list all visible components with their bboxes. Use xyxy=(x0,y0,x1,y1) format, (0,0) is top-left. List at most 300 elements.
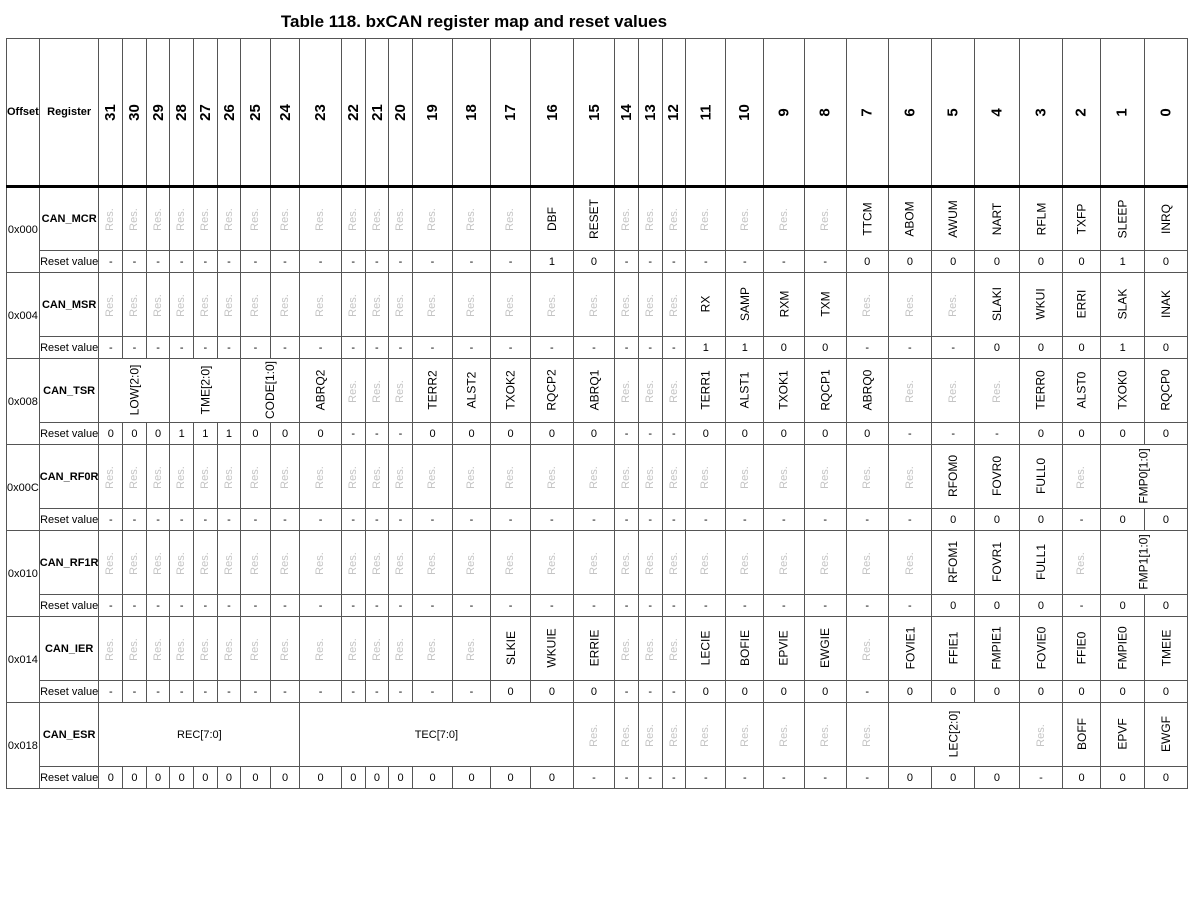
reserved-label: Res. xyxy=(643,293,656,317)
field-cell xyxy=(1063,359,1101,423)
reserved-label: Res. xyxy=(127,208,140,231)
bit-header-25 xyxy=(241,39,271,187)
reset-value-cell: - xyxy=(389,681,413,703)
reserved-bit-cell xyxy=(638,617,662,681)
reset-value-cell: - xyxy=(123,681,147,703)
reserved-label: Res. xyxy=(587,551,600,575)
field-label: AWUM xyxy=(946,199,961,238)
reserved-bit-cell xyxy=(932,273,975,337)
field-label: FMP0[1:0] xyxy=(1136,448,1151,504)
reset-value-cell: - xyxy=(453,509,491,531)
reset-value-cell: 0 xyxy=(1063,251,1101,273)
reset-value-cell: 0 xyxy=(764,337,804,359)
reset-value-cell: - xyxy=(99,509,123,531)
reset-value-cell: - xyxy=(764,595,804,617)
reset-value-cell: 0 xyxy=(1145,337,1187,359)
reset-value-cell: 1 xyxy=(531,251,573,273)
reserved-bit-cell xyxy=(412,531,452,595)
reserved-label: Res. xyxy=(667,293,680,317)
reset-value-cell: 0 xyxy=(1063,337,1101,359)
field-label: LEC[2:0] xyxy=(946,710,961,758)
reset-value-cell: 0 xyxy=(531,767,573,789)
field-label: RFOM1 xyxy=(946,541,961,583)
register-map-table xyxy=(6,38,1188,789)
field-cell xyxy=(1063,703,1101,767)
field-label: BOFF xyxy=(1074,718,1089,750)
reset-value-cell: 0 xyxy=(1063,767,1101,789)
reset-value-cell: 0 xyxy=(490,681,530,703)
reset-value-cell: 0 xyxy=(146,767,170,789)
reserved-bit-cell xyxy=(638,531,662,595)
reset-value-cell: 0 xyxy=(365,767,389,789)
field-cell xyxy=(932,445,975,509)
reset-value-cell: 1 xyxy=(1100,251,1144,273)
reset-value-label: Reset value xyxy=(39,337,99,359)
field-cell xyxy=(975,187,1019,251)
field-label: SLAKI xyxy=(989,286,1004,322)
field-label: RX xyxy=(698,295,713,313)
reserved-bit-cell xyxy=(662,273,686,337)
reset-value-cell: - xyxy=(932,423,975,445)
reserved-bit-cell xyxy=(241,531,271,595)
reserved-bit-cell xyxy=(123,445,147,509)
reset-value-label: Reset value xyxy=(39,423,99,445)
bit-number-label: 10 xyxy=(736,103,754,121)
field-label: REC[7:0] xyxy=(177,728,222,741)
reserved-label: Res. xyxy=(175,293,188,317)
bit-header-31 xyxy=(99,39,123,187)
reserved-bit-cell xyxy=(662,703,686,767)
reserved-bit-cell xyxy=(686,187,726,251)
reset-value-cell: - xyxy=(1019,767,1063,789)
reset-value-cell: 0 xyxy=(804,337,846,359)
reserved-label: Res. xyxy=(903,293,916,317)
reserved-bit-cell xyxy=(638,273,662,337)
reset-value-cell: - xyxy=(726,595,764,617)
reserved-label: Res. xyxy=(1034,723,1047,747)
field-label: INAK xyxy=(1158,289,1173,319)
reset-value-cell: - xyxy=(573,767,615,789)
reserved-bit-cell xyxy=(123,531,147,595)
reserved-label: Res. xyxy=(426,293,438,317)
bit-number-label: 0 xyxy=(1157,107,1175,117)
reserved-bit-cell xyxy=(170,445,194,509)
register-row-can-rf0r xyxy=(7,445,1188,509)
reset-value-row xyxy=(7,595,1188,617)
field-cell xyxy=(686,359,726,423)
reserved-label: Res. xyxy=(127,465,140,489)
field-cell xyxy=(241,359,300,423)
reset-value-cell: - xyxy=(241,251,271,273)
reset-value-cell: - xyxy=(270,509,300,531)
bit-number-label: 2 xyxy=(1073,107,1091,117)
reserved-bit-cell xyxy=(389,617,413,681)
reserved-label: Res. xyxy=(699,465,712,489)
reserved-label: Res. xyxy=(278,637,291,661)
reserved-label: Res. xyxy=(370,293,383,317)
bit-header-9 xyxy=(764,39,804,187)
reserved-label: Res. xyxy=(990,379,1003,403)
reset-value-cell: - xyxy=(365,595,389,617)
bit-header-30 xyxy=(123,39,147,187)
reserved-bit-cell xyxy=(531,531,573,595)
bit-number-label: 18 xyxy=(463,103,481,121)
reserved-label: Res. xyxy=(1075,551,1088,575)
reserved-bit-cell xyxy=(146,187,170,251)
field-label: TEC[7:0] xyxy=(414,728,459,741)
reserved-label: Res. xyxy=(643,551,656,575)
field-cell xyxy=(1145,359,1187,423)
reserved-label: Res. xyxy=(222,465,235,489)
reset-value-cell: - xyxy=(638,337,662,359)
field-cell xyxy=(573,617,615,681)
register-offset: 0x010 xyxy=(7,531,40,617)
reserved-label: Res. xyxy=(198,637,211,661)
reset-value-cell: - xyxy=(99,251,123,273)
reserved-label: Res. xyxy=(370,379,383,403)
reserved-label: Res. xyxy=(426,637,438,661)
field-cell xyxy=(1019,273,1063,337)
reserved-bit-cell xyxy=(412,273,452,337)
field-label: FULL0 xyxy=(1033,457,1048,495)
reserved-bit-cell xyxy=(804,187,846,251)
reset-value-cell: - xyxy=(389,595,413,617)
reset-value-cell: - xyxy=(573,337,615,359)
reset-value-cell: - xyxy=(686,509,726,531)
reserved-bit-cell xyxy=(804,531,846,595)
reserved-label: Res. xyxy=(248,637,261,661)
field-cell xyxy=(99,359,170,423)
reserved-label: Res. xyxy=(587,723,600,747)
reserved-label: Res. xyxy=(620,293,633,317)
reserved-label: Res. xyxy=(248,293,261,317)
reserved-label: Res. xyxy=(151,208,164,231)
reserved-bit-cell xyxy=(846,617,888,681)
register-header: Register xyxy=(39,39,99,187)
field-cell xyxy=(1063,187,1101,251)
reset-value-cell: 0 xyxy=(1019,251,1063,273)
reserved-label: Res. xyxy=(370,551,383,575)
reset-value-cell: - xyxy=(389,509,413,531)
field-label: TERR2 xyxy=(425,370,440,410)
reserved-label: Res. xyxy=(394,637,407,661)
field-label: SAMP xyxy=(737,286,752,322)
reserved-label: Res. xyxy=(394,208,407,231)
field-label: ALST2 xyxy=(464,371,479,409)
reset-value-cell: 0 xyxy=(1145,595,1187,617)
reserved-bit-cell xyxy=(389,531,413,595)
reset-value-cell: - xyxy=(615,681,639,703)
reset-value-cell: - xyxy=(300,337,342,359)
reset-value-cell: 1 xyxy=(170,423,194,445)
reserved-bit-cell xyxy=(193,617,217,681)
reset-value-cell: - xyxy=(804,509,846,531)
reset-value-cell: 0 xyxy=(531,681,573,703)
reserved-label: Res. xyxy=(860,293,873,317)
bit-number-label: 6 xyxy=(901,107,919,117)
field-label: LOW[2:0] xyxy=(127,364,142,416)
field-cell xyxy=(300,703,573,767)
reset-value-cell: - xyxy=(531,509,573,531)
reserved-bit-cell xyxy=(686,703,726,767)
field-cell xyxy=(804,359,846,423)
reset-value-cell: 0 xyxy=(412,767,452,789)
reserved-label: Res. xyxy=(545,293,558,317)
field-cell xyxy=(932,531,975,595)
reserved-label: Res. xyxy=(465,293,478,317)
reserved-label: Res. xyxy=(175,637,188,661)
reset-value-cell: - xyxy=(99,337,123,359)
reserved-label: Res. xyxy=(620,379,633,403)
field-cell xyxy=(846,187,888,251)
reserved-label: Res. xyxy=(818,465,831,489)
reset-value-cell: - xyxy=(412,595,452,617)
field-cell xyxy=(888,703,1019,767)
reserved-bit-cell xyxy=(764,187,804,251)
field-label: TME[2:0] xyxy=(198,365,213,415)
reserved-bit-cell xyxy=(490,531,530,595)
field-cell xyxy=(686,617,726,681)
reset-value-cell: - xyxy=(453,251,491,273)
reset-value-cell: - xyxy=(662,767,686,789)
reserved-bit-cell xyxy=(453,531,491,595)
reserved-label: Res. xyxy=(587,293,600,317)
reserved-bit-cell xyxy=(99,617,123,681)
reset-value-cell: - xyxy=(888,337,932,359)
reset-value-cell: - xyxy=(270,337,300,359)
reserved-label: Res. xyxy=(222,637,235,661)
reset-value-cell: - xyxy=(662,595,686,617)
reserved-label: Res. xyxy=(175,465,188,489)
reset-value-cell: 0 xyxy=(341,767,365,789)
field-cell xyxy=(490,617,530,681)
reset-value-cell: 0 xyxy=(975,337,1019,359)
bit-number-label: 14 xyxy=(618,103,636,121)
field-label: RFLM xyxy=(1033,202,1048,235)
field-label: CODE[1:0] xyxy=(263,360,278,420)
reserved-bit-cell xyxy=(217,617,241,681)
reset-value-cell: 0 xyxy=(389,767,413,789)
bit-number-label: 7 xyxy=(858,107,876,117)
register-row-can-tsr xyxy=(7,359,1188,423)
field-label: NART xyxy=(989,202,1004,235)
reserved-bit-cell xyxy=(365,359,389,423)
reset-value-cell: 0 xyxy=(1019,509,1063,531)
reserved-bit-cell xyxy=(99,187,123,251)
register-row-can-mcr xyxy=(7,187,1188,251)
field-cell xyxy=(764,273,804,337)
reserved-bit-cell xyxy=(638,359,662,423)
field-cell xyxy=(888,187,932,251)
reset-value-cell: - xyxy=(123,595,147,617)
reserved-bit-cell xyxy=(365,273,389,337)
field-cell xyxy=(888,617,932,681)
reserved-label: Res. xyxy=(903,465,916,489)
reserved-bit-cell xyxy=(726,187,764,251)
reset-value-cell: - xyxy=(662,681,686,703)
reserved-label: Res. xyxy=(104,465,117,489)
reset-value-cell: - xyxy=(170,337,194,359)
field-label: TMEIE xyxy=(1158,629,1173,667)
register-offset: 0x014 xyxy=(7,617,40,703)
register-row-can-msr xyxy=(7,273,1188,337)
reserved-label: Res. xyxy=(198,551,211,575)
reserved-label: Res. xyxy=(738,551,751,575)
reserved-bit-cell xyxy=(341,617,365,681)
field-cell xyxy=(1100,531,1187,595)
reset-value-cell: - xyxy=(170,595,194,617)
reserved-label: Res. xyxy=(504,293,517,317)
reset-value-cell: - xyxy=(615,595,639,617)
reserved-label: Res. xyxy=(104,293,117,317)
reset-value-cell: 0 xyxy=(300,767,342,789)
reset-value-cell: 0 xyxy=(975,251,1019,273)
reserved-label: Res. xyxy=(198,208,211,231)
reserved-bit-cell xyxy=(300,617,342,681)
reserved-bit-cell xyxy=(241,445,271,509)
reset-value-cell: - xyxy=(365,423,389,445)
reset-value-cell: - xyxy=(270,681,300,703)
reserved-label: Res. xyxy=(504,465,517,489)
bit-header-28 xyxy=(170,39,194,187)
reserved-label: Res. xyxy=(104,637,117,661)
reserved-label: Res. xyxy=(394,465,407,489)
reserved-bit-cell xyxy=(389,187,413,251)
reset-value-cell: - xyxy=(804,251,846,273)
reserved-label: Res. xyxy=(198,465,211,489)
reset-value-label: Reset value xyxy=(39,595,99,617)
reserved-bit-cell xyxy=(170,617,194,681)
field-label: SLKIE xyxy=(503,630,518,666)
reserved-bit-cell xyxy=(1063,531,1101,595)
reserved-label: Res. xyxy=(370,637,383,661)
field-cell xyxy=(1145,617,1187,681)
bit-header-19 xyxy=(412,39,452,187)
reserved-label: Res. xyxy=(545,551,558,575)
field-label: EPVIE xyxy=(776,630,791,666)
field-label: RFOM0 xyxy=(946,455,961,497)
reset-value-cell: - xyxy=(726,251,764,273)
reset-value-cell: - xyxy=(490,337,530,359)
reserved-label: Res. xyxy=(314,637,327,661)
reserved-label: Res. xyxy=(248,465,261,489)
reserved-bit-cell xyxy=(726,445,764,509)
field-cell xyxy=(1019,187,1063,251)
reset-value-cell: - xyxy=(341,595,365,617)
reset-value-cell: - xyxy=(615,337,639,359)
reserved-bit-cell xyxy=(573,703,615,767)
reserved-label: Res. xyxy=(643,208,656,231)
reset-value-cell: - xyxy=(217,337,241,359)
bit-header-10 xyxy=(726,39,764,187)
reserved-bit-cell xyxy=(365,187,389,251)
register-name: CAN_ESR xyxy=(39,703,99,767)
reserved-label: Res. xyxy=(104,208,117,231)
reset-value-row xyxy=(7,509,1188,531)
reserved-label: Res. xyxy=(426,551,438,575)
reset-value-cell: - xyxy=(846,767,888,789)
field-cell xyxy=(804,273,846,337)
register-offset: 0x004 xyxy=(7,273,40,359)
reserved-bit-cell xyxy=(490,445,530,509)
bit-header-23 xyxy=(300,39,342,187)
reserved-label: Res. xyxy=(222,208,235,231)
reset-value-cell: - xyxy=(300,509,342,531)
field-cell xyxy=(531,617,573,681)
reset-value-cell: - xyxy=(453,595,491,617)
field-label: FULL1 xyxy=(1033,543,1048,581)
reset-value-cell: 0 xyxy=(1019,595,1063,617)
reset-value-cell: 0 xyxy=(726,681,764,703)
field-label: FOVIE1 xyxy=(902,626,917,670)
reserved-bit-cell xyxy=(573,273,615,337)
field-cell xyxy=(412,359,452,423)
reserved-label: Res. xyxy=(903,379,916,403)
reserved-bit-cell xyxy=(888,359,932,423)
reset-value-cell: - xyxy=(99,595,123,617)
bit-header-15 xyxy=(573,39,615,187)
reserved-bit-cell xyxy=(300,531,342,595)
reserved-label: Res. xyxy=(738,465,751,489)
reserved-bit-cell xyxy=(365,617,389,681)
bit-header-2 xyxy=(1063,39,1101,187)
reset-value-cell: - xyxy=(270,595,300,617)
field-cell xyxy=(686,273,726,337)
reserved-bit-cell xyxy=(300,445,342,509)
reset-value-cell: - xyxy=(686,595,726,617)
reserved-bit-cell xyxy=(764,531,804,595)
bit-number-label: 21 xyxy=(368,103,386,121)
reserved-label: Res. xyxy=(278,293,291,317)
reset-value-cell: 0 xyxy=(1145,767,1187,789)
reserved-label: Res. xyxy=(346,637,359,661)
reset-value-cell: - xyxy=(341,681,365,703)
reserved-label: Res. xyxy=(818,723,831,747)
reserved-label: Res. xyxy=(667,379,680,403)
bit-header-7 xyxy=(846,39,888,187)
reset-value-cell: 0 xyxy=(686,423,726,445)
field-cell xyxy=(726,359,764,423)
reset-value-cell: - xyxy=(932,337,975,359)
reserved-bit-cell xyxy=(846,273,888,337)
bit-header-5 xyxy=(932,39,975,187)
reserved-label: Res. xyxy=(587,465,600,489)
bit-header-3 xyxy=(1019,39,1063,187)
field-cell xyxy=(1145,273,1187,337)
reset-value-cell: 0 xyxy=(1145,509,1187,531)
reserved-label: Res. xyxy=(426,465,438,489)
reserved-label: Res. xyxy=(777,208,790,231)
reserved-bit-cell xyxy=(453,445,491,509)
reserved-bit-cell xyxy=(846,445,888,509)
reset-value-cell: - xyxy=(638,423,662,445)
reset-value-cell: - xyxy=(193,509,217,531)
reserved-label: Res. xyxy=(278,465,291,489)
reset-value-cell: 1 xyxy=(1100,337,1144,359)
reserved-bit-cell xyxy=(389,445,413,509)
bit-header-18 xyxy=(453,39,491,187)
reset-value-cell: - xyxy=(888,595,932,617)
bit-header-29 xyxy=(146,39,170,187)
field-cell xyxy=(804,617,846,681)
reserved-label: Res. xyxy=(346,465,359,489)
field-label: EWGF xyxy=(1158,716,1173,752)
reset-value-cell: - xyxy=(412,337,452,359)
bit-number-label: 30 xyxy=(125,103,143,121)
reset-value-cell: - xyxy=(241,337,271,359)
reset-value-cell: - xyxy=(615,423,639,445)
reset-value-cell: - xyxy=(686,251,726,273)
